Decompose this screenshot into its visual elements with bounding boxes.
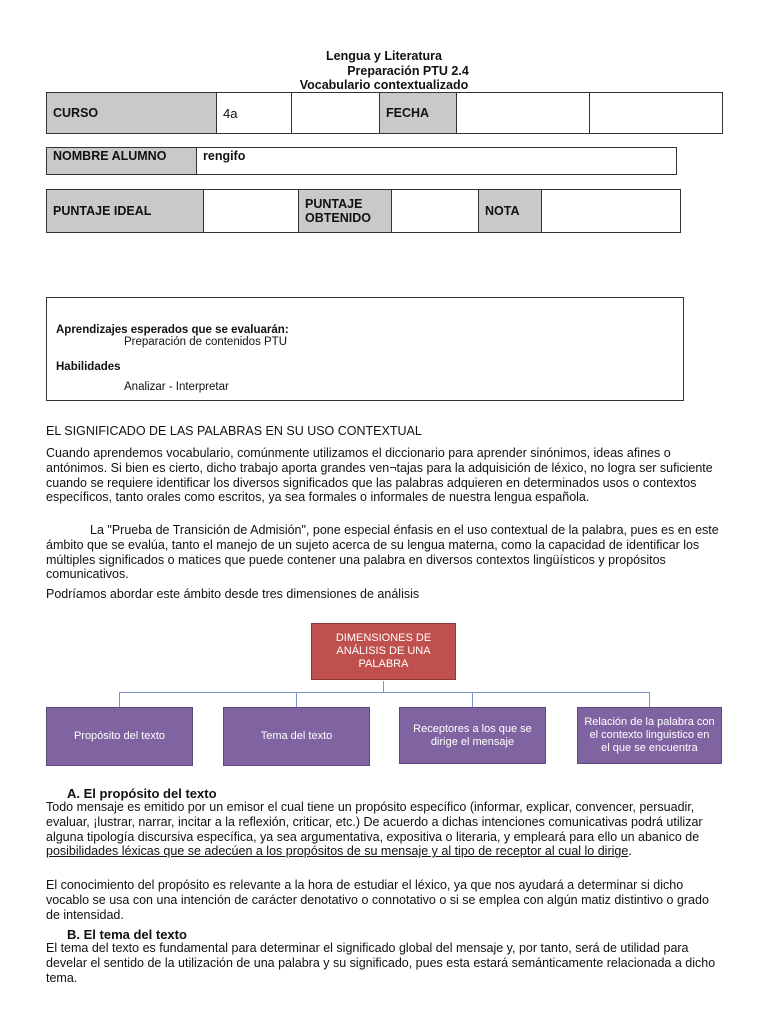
diagram-connector	[296, 692, 297, 707]
curso-fecha-table	[46, 92, 723, 134]
diagram-connector	[119, 692, 120, 707]
diagram-connector	[472, 692, 473, 707]
fecha-extra-cell[interactable]	[590, 93, 723, 134]
habilidades-title: Habilidades	[56, 361, 121, 373]
doc-title-unit: Preparación PTU 2.4	[347, 64, 469, 78]
puntaje-ideal-label: PUNTAJE IDEAL	[47, 190, 204, 233]
underlined-phrase: posibilidades léxicas que se adecúen a los propósitos de su mensaje y al tipo de receptor al cual lo dirige	[46, 844, 629, 859]
diagram-connector	[119, 692, 650, 693]
aprendizajes-value: Preparación de contenidos PTU	[124, 336, 288, 348]
paragraph-ptu: La "Prueba de Transición de Admisión", pone especial énfasis en el uso contextual de la palabra, pues es en este ámbito que se evalúa, tanto el manejo de un sujeto acerca de su lengua materna, como la capacidad de identificar los múltiples significados o matices que puede contener una palabra en diversos contextos lingüísticos y propósitos comunicativos.	[46, 523, 719, 582]
doc-title-subject: Lengua y Literatura	[326, 49, 442, 63]
section-a-paragraph-2: El conocimiento del propósito es relevante a la hora de estudiar el léxico, ya que nos ayudará a determinar si dicho vocablo se usa con una intención de carácter denotativo o connotativo o si se emplea con algún matiz distintivo o grado de intensidad.	[46, 878, 709, 922]
diagram-connector	[383, 681, 384, 692]
nombre-value[interactable]: rengifo	[197, 148, 677, 175]
diagram-node-tema: Tema del texto	[223, 707, 370, 766]
section-b-paragraph-1: El tema del texto es fundamental para determinar el significado global del mensaje y, por tanto, será de utilidad para develar el sentido de la utilización de una palabra y su significado, pues esta estará semánticamente relacionada a dicho tema.	[46, 941, 716, 985]
paragraph-dimensions: Podríamos abordar este ámbito desde tres dimensiones de análisis	[46, 587, 420, 601]
puntaje-obtenido-label: PUNTAJE OBTENIDO	[299, 190, 392, 233]
aprendizajes-box	[46, 297, 684, 401]
puntaje-ideal-value[interactable]	[204, 190, 299, 233]
aprendizajes-title: Aprendizajes esperados que se evaluarán:	[56, 324, 289, 336]
nota-value[interactable]	[542, 190, 681, 233]
paragraph-intro: Cuando aprendemos vocabulario, comúnmente utilizamos el diccionario para aprender sinónimos, ideas afines o antónimos. Si bien es cierto, dicho trabajo aporta grandes ven¬tajas para la adquisición de léxico, no logra ser suficiente cuando se requiere identificar los diversos significados que las palabras adquieren en determinados usos o contextos específicos, tanto orales como escritos, ya sea formales o informales de nuestra lengua española.	[46, 446, 713, 505]
diagram-node-contexto: Relación de la palabra con el contexto linguistico en el que se encuentra	[577, 707, 722, 764]
curso-value[interactable]: 4a	[217, 93, 292, 134]
section-a-title: A. El propósito del texto	[67, 786, 217, 801]
doc-title-topic: Vocabulario contextualizado	[299, 78, 469, 92]
puntaje-table	[46, 189, 681, 233]
section-heading: EL SIGNIFICADO DE LAS PALABRAS EN SU USO CONTEXTUAL	[46, 424, 422, 438]
diagram-node-proposito: Propósito del texto	[46, 707, 193, 766]
curso-label: CURSO	[47, 93, 217, 134]
diagram-root-node: DIMENSIONES DE ANÁLISIS DE UNA PALABRA	[311, 623, 456, 680]
habilidades-value: Analizar - Interpretar	[124, 381, 229, 393]
section-b-title: B. El tema del texto	[67, 927, 187, 942]
puntaje-obtenido-value[interactable]	[392, 190, 479, 233]
fecha-value[interactable]	[457, 93, 590, 134]
diagram-node-receptores: Receptores a los que se dirige el mensaje	[399, 707, 546, 764]
diagram-connector	[649, 692, 650, 707]
nombre-label: NOMBRE ALUMNO	[47, 148, 197, 175]
nombre-table	[46, 147, 677, 175]
fecha-label: FECHA	[380, 93, 457, 134]
curso-extra-cell[interactable]	[292, 93, 380, 134]
section-a-paragraph-1: Todo mensaje es emitido por un emisor el cual tiene un propósito específico (informar, explicar, convencer, persuadir, evaluar, ¡lustrar, narrar, incitar a la reflexión, criticar, etc.) De acuerdo a dichas intenciones comunicativas podrá utilizar alguna tipología discursiva específica, ya sea argumentativa, expositiva o literaria, y empleará para ello un abanico de posibilidades léxicas que se adecúen a los propósitos de su mensaje y al tipo de receptor al cual lo dirige.	[46, 800, 703, 859]
nota-label: NOTA	[479, 190, 542, 233]
